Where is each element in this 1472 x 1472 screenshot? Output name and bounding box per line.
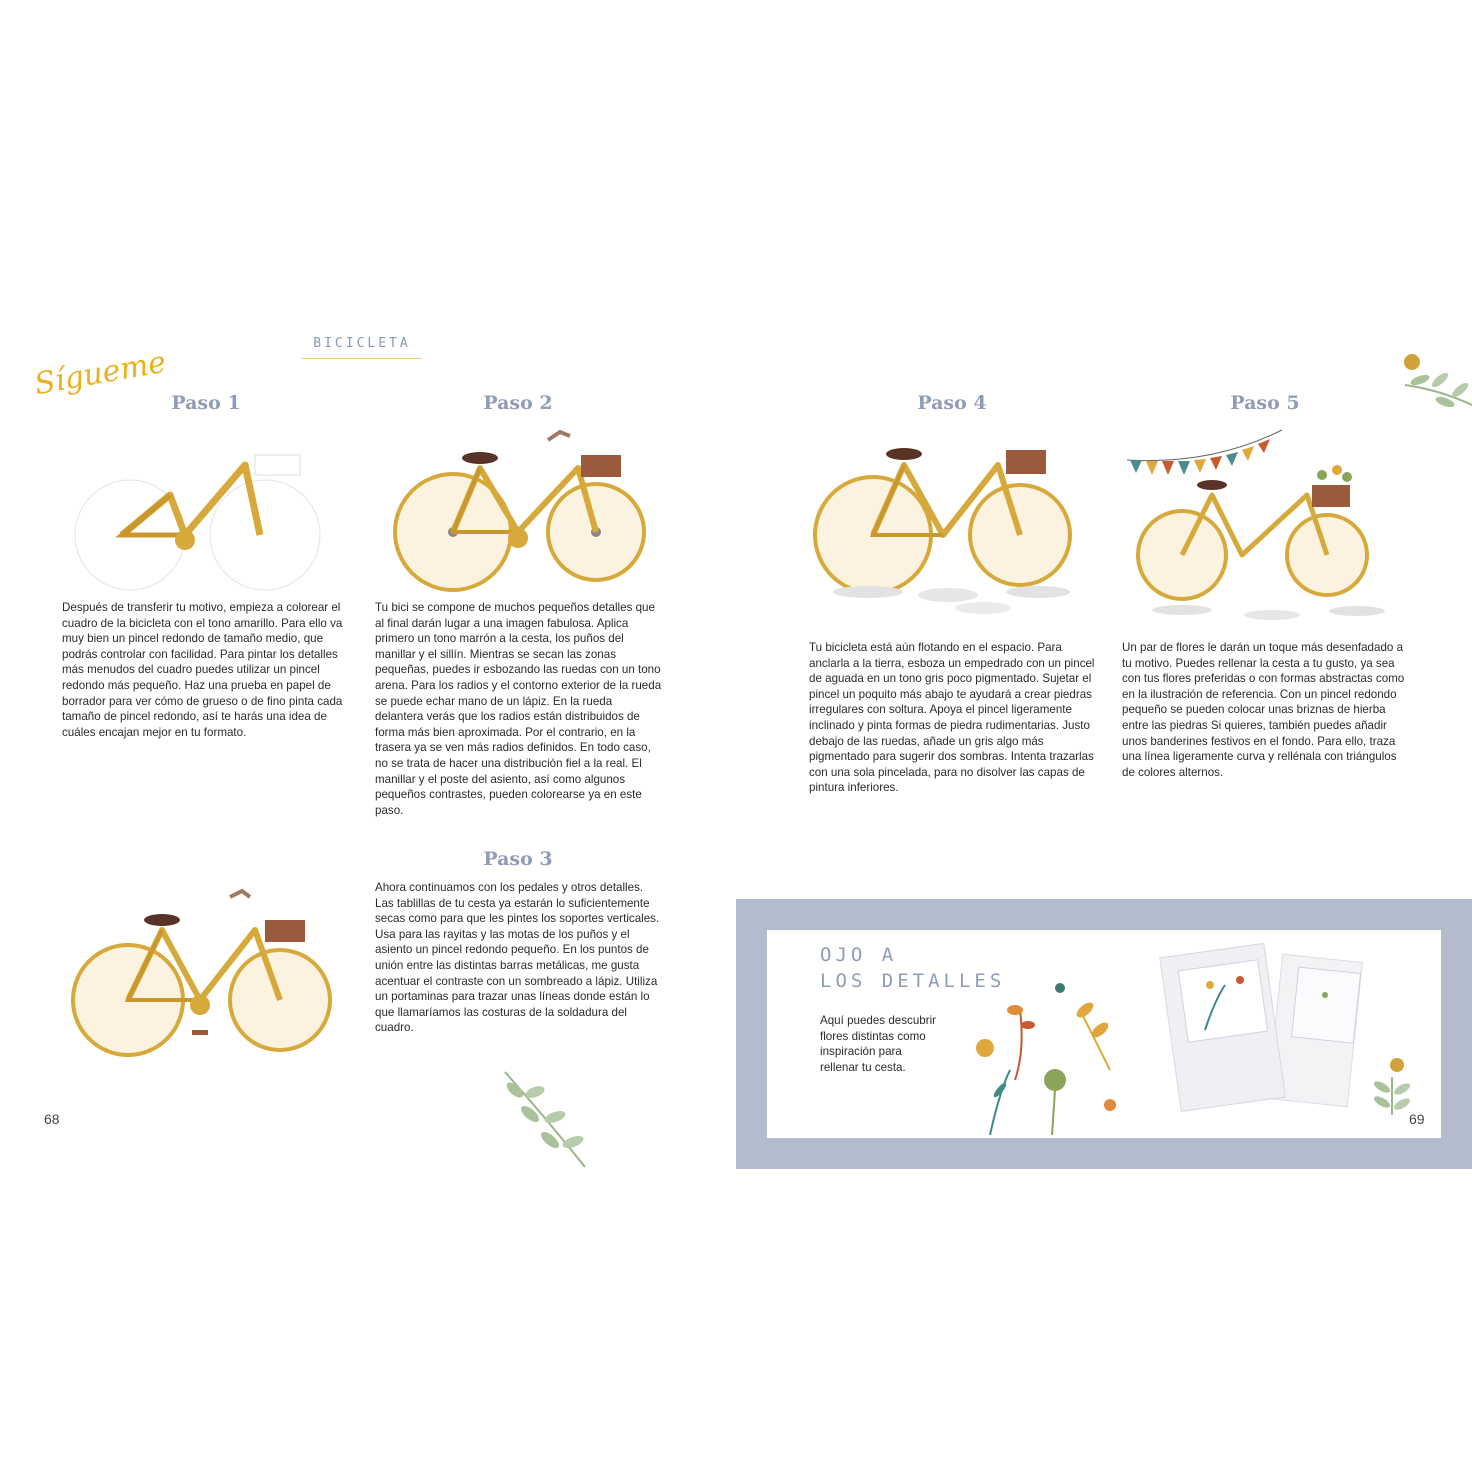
details-text: Aquí puedes descubrir flores distintas como inspiración para rellenar tu cesta. [820, 1014, 937, 1074]
step-3-text: Ahora continuamos con los pedales y otros detalles. Las tablillas de tu cesta ya estarán lo suficientemente secas como para que les pintes los soportes verticales. Usa para las rayitas y las motas de los puños y el asiento un pincel redondo pequeño. En los puntos de unión entre las distintas barras metálicas, me gusta acentuar el contraste con un sombreado a lápiz. Utiliza un portaminas para trazar unas líneas donde están lo que llamaríamos las costuras de la soldadura del cuadro. [375, 881, 660, 1035]
step-4-text: Tu bicicleta está aún flotando en el espacio. Para anclarla a la tierra, esboza un empedrado con un pincel de aguada en un tono gris poco pigmentado. Sujetar el pincel un poquito más abajo te ayudará a crear piedras irregulares con soltura. Apoya el pincel ligeramente inclinado y pinta formas de piedra rudimentarias. Justo debajo de las ruedas, añade un gris algo más pigmentado para sugerir dos sombras. Intenta trazarlas con una sola pincelada, para no disolver las capas de pintura inferiores. [809, 641, 1095, 795]
step-1-text: Después de transferir tu motivo, empieza a colorear el cuadro de la bicicleta con el tono amarillo. Para ello va muy bien un pincel redondo de tamaño medio, que podrás controlar con facilidad. Para pintar los detalles más menudos del cuadro puedes utilizar un pincel redondo más pequeño. Haz una prueba en papel de borrador para ver cómo de grueso o de fino pinta cada tamaño de pincel redondo, así te harás una idea de cuáles encajan mejor en tu formato. [62, 601, 343, 739]
step-2-title: Paso 2 [483, 392, 553, 414]
page-number-right: 69 [1409, 1111, 1425, 1127]
section-tab: BICICLETA [313, 336, 411, 351]
step-4-title: Paso 4 [917, 392, 987, 414]
details-title-line-2: LOS DETALLES [820, 970, 1006, 992]
bike-illustration-step-1 [60, 440, 340, 590]
step-3-title: Paso 3 [483, 848, 553, 870]
details-title-line-1: OJO A [820, 944, 898, 966]
bike-illustration-step-5 [1122, 415, 1412, 625]
flowers-illustration [960, 970, 1140, 1140]
leaf-sprig-panel-illustration [1367, 1057, 1417, 1117]
page-number-left: 68 [44, 1111, 60, 1127]
bike-illustration-step-4 [808, 420, 1098, 610]
leaf-sprig-top-right-illustration [1400, 350, 1472, 425]
bike-illustration-step-2 [388, 420, 658, 590]
leaf-sprig-bottom-illustration [495, 1062, 595, 1172]
bike-illustration-step-3 [70, 885, 340, 1055]
section-underline [302, 358, 422, 359]
step-2-text: Tu bici se compone de muchos pequeños detalles que al final darán lugar a una imagen fabulosa. Aplica primero un tono marrón a la cesta, los puños del manillar y el sillín. Mientras se secan las zonas pequeñas, puedes ir esbozando las ruedas con un tono arena. Para los radios y el contorno exterior de la rueda se puede echar mano de un lápiz. En la rueda delantera verás que los radios están distribuidos de forma más bien aproximada. Por el contrario, en la trasera ya se ven más radios definidos. En todo caso, no se trata de hacer una distribución fiel a la real. El manillar y el poste del asiento, así como algunos pequeños contrastes, pueden colorearse ya en este paso. [375, 601, 662, 817]
step-5-text: Un par de flores le darán un toque más desenfadado a tu motivo. Puedes rellenar la cesta a tu gusto, ya sea con tus flores preferidas o con formas abstractas como en la ilustración de referencia. Con un pincel redondo pequeño se pueden colocar unas briznas de hierba entre las piedras Si quieres, también puedes añadir unos banderines festivos en el fondo. Para ello, traza una línea ligeramente curva y rellénala con triángulos de colores alternos. [1122, 641, 1405, 779]
step-5-title: Paso 5 [1230, 392, 1300, 414]
step-1-title: Paso 1 [171, 392, 241, 414]
script-title: Sígueme [31, 344, 169, 403]
polaroid-cards-illustration [1165, 940, 1365, 1115]
